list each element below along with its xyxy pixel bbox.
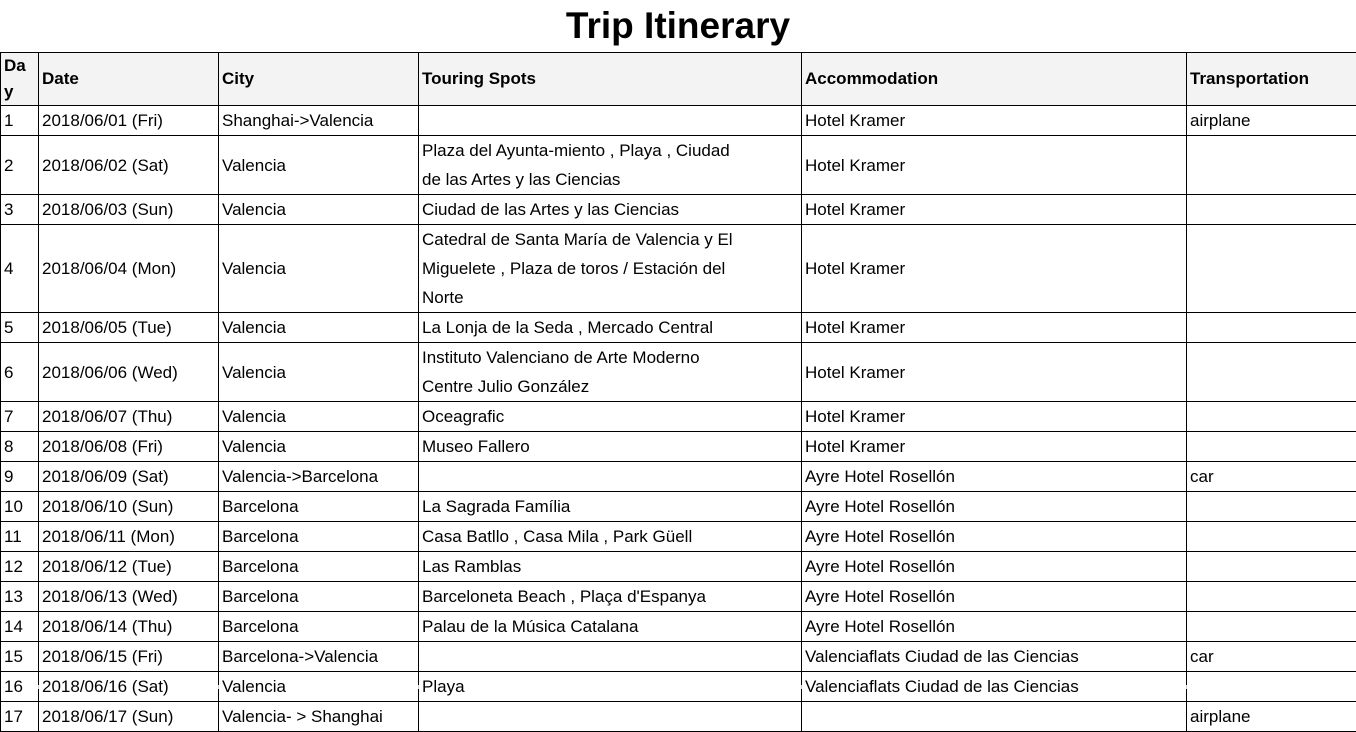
cell-touring-spots: La Sagrada Família — [419, 492, 802, 522]
header-row — [1, 53, 1356, 106]
cell-day: 5 — [1, 313, 39, 343]
cell-accommodation: Ayre Hotel Rosellón — [802, 492, 1187, 522]
cell-day: 8 — [1, 432, 39, 462]
cell-day: 13 — [1, 582, 39, 612]
cell-transportation: airplane — [1187, 702, 1356, 732]
cell-touring-spots: Catedral de Santa María de Valencia y El Miguelete , Plaza de toros / Estación del Norte — [419, 225, 802, 313]
gridline-stub — [218, 685, 219, 689]
cell-date: 2018/06/17 (Sun) — [39, 702, 219, 732]
column-header-date: Date — [39, 53, 219, 106]
cell-transportation: car — [1187, 462, 1356, 492]
column-header-transportation: Transportation — [1187, 53, 1356, 106]
cell-date: 2018/06/16 (Sat) — [39, 672, 219, 702]
cell-transportation — [1187, 492, 1356, 522]
cell-touring-spots: Instituto Valenciano de Arte Moderno Centre Julio González — [419, 343, 802, 402]
table-row — [1, 582, 1356, 612]
cell-transportation — [1187, 313, 1356, 343]
table-row — [1, 225, 1356, 313]
cell-accommodation: Ayre Hotel Rosellón — [802, 612, 1187, 642]
cell-date: 2018/06/07 (Thu) — [39, 402, 219, 432]
table-row — [1, 195, 1356, 225]
cell-transportation — [1187, 672, 1356, 702]
cell-day: 6 — [1, 343, 39, 402]
cell-date: 2018/06/02 (Sat) — [39, 136, 219, 195]
cell-day: 3 — [1, 195, 39, 225]
cell-touring-spots: Oceagrafic — [419, 402, 802, 432]
cell-accommodation: Ayre Hotel Rosellón — [802, 552, 1187, 582]
cell-accommodation: Hotel Kramer — [802, 195, 1187, 225]
cell-transportation: car — [1187, 642, 1356, 672]
cell-transportation — [1187, 432, 1356, 462]
cell-city: Barcelona — [219, 612, 419, 642]
cell-accommodation: Hotel Kramer — [802, 106, 1187, 136]
cell-date: 2018/06/10 (Sun) — [39, 492, 219, 522]
cell-day: 15 — [1, 642, 39, 672]
cell-accommodation: Valenciaflats Ciudad de las Ciencias — [802, 642, 1187, 672]
column-header-day: Day — [1, 53, 39, 106]
table-row — [1, 432, 1356, 462]
cell-day: 16 — [1, 672, 39, 702]
table-row — [1, 552, 1356, 582]
cell-touring-spots: Museo Fallero — [419, 432, 802, 462]
table-row — [1, 402, 1356, 432]
cell-date: 2018/06/04 (Mon) — [39, 225, 219, 313]
cell-city: Barcelona — [219, 522, 419, 552]
cell-transportation — [1187, 522, 1356, 552]
cell-accommodation: Hotel Kramer — [802, 343, 1187, 402]
cell-city: Valencia — [219, 402, 419, 432]
cell-day: 1 — [1, 106, 39, 136]
gridline-stub — [1186, 685, 1187, 689]
cell-city: Valencia — [219, 313, 419, 343]
cell-accommodation: Ayre Hotel Rosellón — [802, 462, 1187, 492]
cell-city: Valencia->Barcelona — [219, 462, 419, 492]
cell-transportation — [1187, 225, 1356, 313]
cell-date: 2018/06/11 (Mon) — [39, 522, 219, 552]
cell-day: 7 — [1, 402, 39, 432]
cell-city: Valencia — [219, 343, 419, 402]
cell-touring-spots: Barceloneta Beach , Plaça d'Espanya — [419, 582, 802, 612]
cell-touring-spots: Playa — [419, 672, 802, 702]
cell-date: 2018/06/09 (Sat) — [39, 462, 219, 492]
table-row — [1, 612, 1356, 642]
cell-city: Valencia — [219, 672, 419, 702]
table-row — [1, 702, 1356, 732]
cell-transportation — [1187, 343, 1356, 402]
cell-city: Shanghai->Valencia — [219, 106, 419, 136]
table-row — [1, 136, 1356, 195]
cell-date: 2018/06/06 (Wed) — [39, 343, 219, 402]
cell-accommodation: Hotel Kramer — [802, 225, 1187, 313]
cell-transportation — [1187, 195, 1356, 225]
cell-accommodation: Ayre Hotel Rosellón — [802, 582, 1187, 612]
cell-date: 2018/06/08 (Fri) — [39, 432, 219, 462]
cell-accommodation — [802, 702, 1187, 732]
cell-touring-spots: Las Ramblas — [419, 552, 802, 582]
cell-accommodation: Hotel Kramer — [802, 136, 1187, 195]
cell-city: Valencia- > Shanghai — [219, 702, 419, 732]
cell-transportation — [1187, 402, 1356, 432]
itinerary-table — [0, 52, 1356, 732]
cell-touring-spots — [419, 642, 802, 672]
gridline-stub — [801, 685, 802, 689]
table-body — [1, 106, 1356, 732]
column-header-city: City — [219, 53, 419, 106]
cell-touring-spots: La Lonja de la Seda , Mercado Central — [419, 313, 802, 343]
cell-transportation — [1187, 136, 1356, 195]
cell-city: Barcelona — [219, 582, 419, 612]
cell-date: 2018/06/13 (Wed) — [39, 582, 219, 612]
cell-city: Valencia — [219, 225, 419, 313]
cell-transportation — [1187, 552, 1356, 582]
cell-date: 2018/06/12 (Tue) — [39, 552, 219, 582]
table-row — [1, 462, 1356, 492]
cell-touring-spots — [419, 462, 802, 492]
cell-touring-spots: Plaza del Ayunta-miento , Playa , Ciudad de las Artes y las Ciencias — [419, 136, 802, 195]
cell-touring-spots — [419, 702, 802, 732]
cell-day: 17 — [1, 702, 39, 732]
cell-day: 4 — [1, 225, 39, 313]
cell-date: 2018/06/05 (Tue) — [39, 313, 219, 343]
gridline-stub — [38, 685, 39, 689]
table-row — [1, 313, 1356, 343]
cell-day: 10 — [1, 492, 39, 522]
cell-date: 2018/06/15 (Fri) — [39, 642, 219, 672]
cell-accommodation: Valenciaflats Ciudad de las Ciencias — [802, 672, 1187, 702]
table-row — [1, 343, 1356, 402]
cell-touring-spots — [419, 106, 802, 136]
cell-city: Barcelona->Valencia — [219, 642, 419, 672]
cell-touring-spots: Ciudad de las Artes y las Ciencias — [419, 195, 802, 225]
table-row — [1, 672, 1356, 702]
column-header-accommodation: Accommodation — [802, 53, 1187, 106]
cell-date: 2018/06/14 (Thu) — [39, 612, 219, 642]
cell-transportation: airplane — [1187, 106, 1356, 136]
cell-accommodation: Hotel Kramer — [802, 313, 1187, 343]
table-row — [1, 492, 1356, 522]
cell-day: 12 — [1, 552, 39, 582]
page-title: Trip Itinerary — [0, 0, 1356, 52]
cell-accommodation: Hotel Kramer — [802, 402, 1187, 432]
table-row — [1, 522, 1356, 552]
cell-transportation — [1187, 612, 1356, 642]
cell-date: 2018/06/03 (Sun) — [39, 195, 219, 225]
cell-accommodation: Ayre Hotel Rosellón — [802, 522, 1187, 552]
cell-touring-spots: Palau de la Música Catalana — [419, 612, 802, 642]
cell-city: Barcelona — [219, 492, 419, 522]
gridline-stub — [418, 685, 419, 689]
cell-transportation — [1187, 582, 1356, 612]
cell-date: 2018/06/01 (Fri) — [39, 106, 219, 136]
cell-day: 9 — [1, 462, 39, 492]
cell-day: 2 — [1, 136, 39, 195]
cell-city: Valencia — [219, 195, 419, 225]
cell-city: Barcelona — [219, 552, 419, 582]
table-row — [1, 106, 1356, 136]
cell-touring-spots: Casa Batllo , Casa Mila , Park Güell — [419, 522, 802, 552]
cell-city: Valencia — [219, 432, 419, 462]
cell-city: Valencia — [219, 136, 419, 195]
column-header-touring-spots: Touring Spots — [419, 53, 802, 106]
cell-day: 14 — [1, 612, 39, 642]
cell-accommodation: Hotel Kramer — [802, 432, 1187, 462]
cell-day: 11 — [1, 522, 39, 552]
table-row — [1, 642, 1356, 672]
